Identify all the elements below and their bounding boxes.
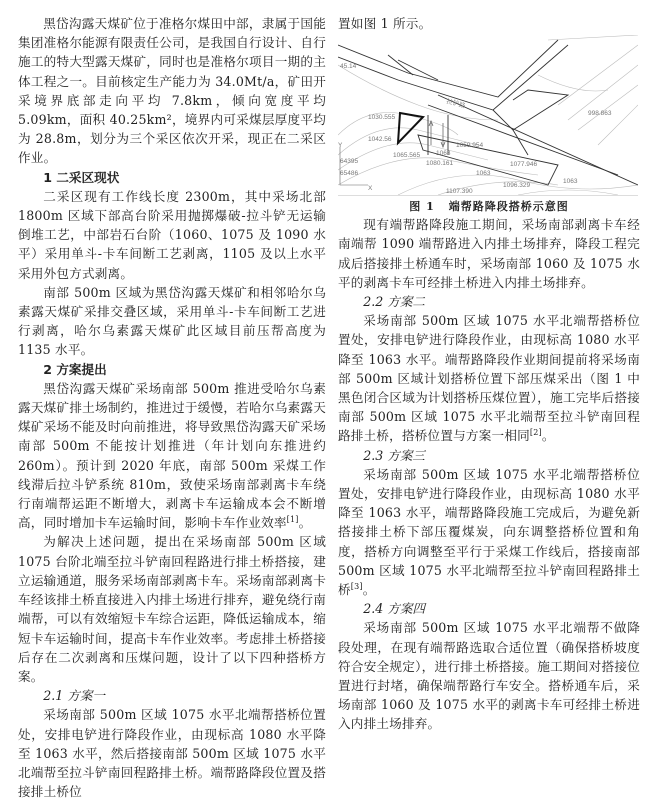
label-1065: 1065.565	[393, 152, 421, 160]
label-1063-c: 1063	[563, 178, 578, 186]
label-1030: 1030.555	[368, 114, 396, 122]
caption-title: 端帮路降段搭桥示意图	[448, 200, 569, 214]
label-x-axis: X	[368, 185, 373, 193]
citation-ref-1[interactable]: [1]	[286, 515, 299, 525]
section-2-3-heading: 2.3 方案三	[363, 447, 426, 463]
label-1077: 1077.946	[510, 161, 538, 169]
paragraph-after-figure: 现有端帮路降段施工期间，采场南部剥离卡车经南端帮 1090 端帮路进入内排土场排弃，降段工程完成后搭接排土桥通车时，采场南部 1060 及 1075 水平的剥离卡车可经排土桥进入内排土场排弃。	[338, 217, 640, 290]
figure-1-caption	[338, 198, 640, 215]
label-y-axis: Y	[338, 142, 343, 150]
section-2-2-heading: 2.2 方案二	[363, 294, 426, 310]
section-2-paragraph-1	[18, 379, 326, 533]
right-column	[338, 14, 640, 734]
arrows	[429, 121, 445, 147]
label-1063-b: 1063	[476, 170, 491, 178]
section-2-paragraph-1-end: 。	[298, 515, 312, 531]
section-2-heading: 2 方案提出	[43, 361, 107, 377]
figure-1-drawing	[338, 35, 638, 195]
section-1-heading: 1 二采区现状	[43, 169, 120, 185]
label-65486: 65486	[340, 170, 359, 178]
intro-paragraph: 黑岱沟露天煤矿位于准格尔煤田中部，隶属于国能集团准格尔能源有限责任公司，是我国自行设计、自行施工的特大型露天煤矿，同时也是准格尔项目一期的主体工程之一。目前核定生产能力为 34.0Mt/a，矿田开采境界底部走向平均 7.8km，倾向宽度平均 5.09km，面积 40.25km²，境界内可采煤层厚度平均为 28.8m，划分为三个采区依次开采，现正在二采区作业。	[18, 16, 326, 166]
section-2-3-paragraph	[338, 465, 640, 599]
citation-ref-2[interactable]: [2]	[529, 428, 542, 438]
section-1-paragraph-2: 南部 500m 区域为黑岱沟露天煤矿和相邻哈尔乌素露天煤矿采排交叠区域，采用单斗-卡车间断工艺进行剥离，哈尔乌素露天煤矿此区域目前压帮高度为 1135 水平。	[18, 284, 326, 358]
label-1063-a: 1063	[436, 150, 451, 158]
label-1059: 1059.954	[456, 142, 484, 150]
section-2-3-end: 。	[362, 582, 376, 598]
section-2-paragraph-2: 为解决上述问题，提出在采场南部 500m 区域 1075 台阶北端至拉斗铲南回程路进行排土桥搭接，建立运输通道，服务采场南部剥离卡车。采场南部剥离卡车经该排土桥直接进入内排土场进行排弃，避免绕行南端帮，可以有效缩短卡车综合运距，降低运输成本，缩短卡车运输时间，提高卡车作业效率。考虑排土桥搭接后存在二次剥离和压煤问题，设计了以下四种搭桥方案。	[18, 534, 326, 684]
section-1-paragraph-1: 二采区现有工作线长度 2300m，其中采场北部 1800m 区域下部高台阶采用抛掷爆破-拉斗铲无运输倒堆工艺，中部岩石台阶（1060、1075 及 1090 水平）采用单斗-卡车间断工艺剥离，1105 及以上水平采用外包方式剥离。	[18, 188, 326, 281]
section-2-1-paragraph: 采场南部 500m 区域 1075 水平北端帮搭桥位置处，安排电铲进行降段作业，由现标高 1080 水平降至 1063 水平，然后搭接南部 500m 区域 1075 水平北端帮至拉斗铲南回程路排土桥。端帮路降段位置及搭接排土桥位	[18, 707, 326, 800]
label-45-14: 45.14	[340, 63, 357, 71]
label-1080: 1080.161	[426, 160, 454, 168]
section-2-2-text: 采场南部 500m 区域 1075 水平北端帮搭桥位置处，安排电铲进行降段作业，由现标高 1080 水平降至 1063 水平。端帮路降段作业期间提前将采场南部 500m 区域计划搭桥位置下部压煤采出（图 1 中黑色闭合区域为计划搭桥压煤位置），施工完毕后搭接南部 500m 区域 1075 水平北端帮至拉斗铲南回程路排土桥，搭桥位置与方案一相同	[338, 313, 640, 444]
label-1096: 1096.329	[503, 182, 531, 190]
citation-ref-3[interactable]: [3]	[350, 581, 363, 591]
section-2-4-paragraph: 采场南部 500m 区域 1075 水平北端帮不做降段处理，在现有端帮路选取合适位置（确保搭桥坡度符合安全规定），进行排土桥搭接。施工期间对搭接位置进行封堵，确保端帮路行车安全。搭桥通车后，采场南部 1060 及 1075 水平的剥离卡车可经排土桥进入内排土场排弃。	[338, 620, 640, 732]
section-2-2-paragraph	[338, 311, 640, 445]
left-column	[18, 14, 326, 801]
section-2-2-end: 。	[541, 428, 555, 444]
label-1042: 1042.56	[368, 136, 392, 144]
section-2-1-heading: 2.1 方案一	[43, 688, 106, 704]
continued-text: 置如图 1 所示。	[338, 16, 432, 31]
section-2-4-heading: 2.4 方案四	[363, 601, 426, 617]
figure-1	[338, 35, 638, 196]
caption-number: 图 1	[409, 200, 435, 214]
section-2-3-text: 采场南部 500m 区域 1075 水平北端帮搭桥位置处，安排电铲进行降段作业，由现标高 1080 水平降至 1063 水平，端帮路降段施工完成后，为避免新搭接排土桥下部压覆煤炭，向东调整搭桥位置和角度，搭桥方向调整至平行于采煤工作线后，搭接南部 500m 区域 1075 水平北端帮至拉斗铲南回程路排土桥	[338, 466, 640, 598]
label-998: 998.863	[588, 110, 612, 118]
section-2-paragraph-1-text: 黑岱沟露天煤矿采场南部 500m 推进受哈尔乌素露天煤矿排土场制约，推进过于缓慢，若哈尔乌素露天煤矿采场不能及时向前推进，将导致黑岱沟露天矿采场南部 500m 不能按计划推进（年计划向东推进约 260m）。预计到 2020 年底，南部 500m 采煤工作线滞后拉斗铲系统 810m，致使采场南部剥离卡车绕行南端帮运距不断增大，剥离卡车运输成本会不断增高，同时增加卡车运输时间，影响卡车作业效率	[18, 380, 326, 531]
label-1107: 1107.390	[446, 188, 473, 196]
label-road: 拉铲路	[445, 98, 467, 111]
label-64395: 64395	[340, 158, 359, 166]
